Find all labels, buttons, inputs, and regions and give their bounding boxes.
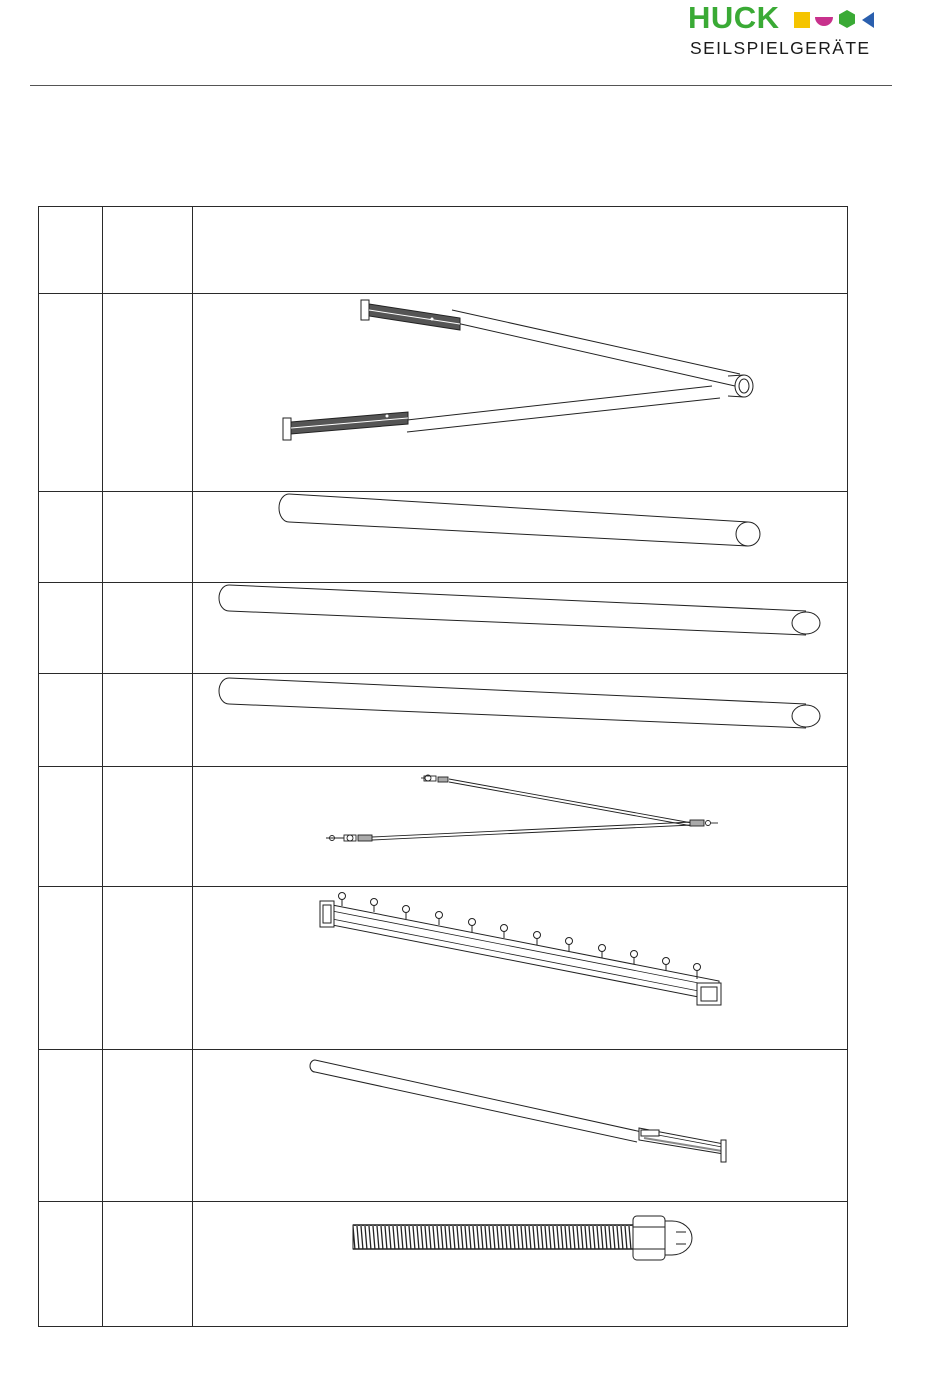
part-number-cell xyxy=(39,887,102,1049)
part-picture-cell xyxy=(192,767,847,886)
part-quantity-cell xyxy=(103,1202,192,1328)
part-picture-cell xyxy=(192,583,847,673)
table-row xyxy=(39,583,847,674)
table-row xyxy=(39,492,847,583)
header-picture-cell xyxy=(192,207,847,293)
short-round-pipe-icon xyxy=(192,492,847,582)
part-quantity-cell xyxy=(103,767,192,886)
y-frame-pipe-with-brackets-icon xyxy=(192,294,847,490)
table-row xyxy=(39,1050,847,1202)
part-number-cell xyxy=(39,492,102,582)
header-number-cell xyxy=(39,207,102,293)
parts-table xyxy=(38,206,848,1327)
brand-logo xyxy=(686,2,886,62)
part-picture-cell xyxy=(192,492,847,582)
long-round-pipe-icon xyxy=(192,583,847,673)
part-number-cell xyxy=(39,767,102,886)
table-row xyxy=(39,674,847,767)
part-picture-cell xyxy=(192,294,847,491)
part-quantity-cell xyxy=(103,492,192,582)
logo-triangle-icon xyxy=(862,12,874,28)
header-quantity-cell xyxy=(103,207,192,293)
table-row xyxy=(39,767,847,887)
header-divider xyxy=(30,85,892,86)
square-beam-with-eyebolts-icon xyxy=(192,887,847,1049)
logo-half-circle-icon xyxy=(815,17,833,26)
part-picture-cell xyxy=(192,887,847,1049)
table-header-row xyxy=(39,207,847,294)
part-picture-cell xyxy=(192,1050,847,1201)
y-steel-rope-icon xyxy=(192,767,847,885)
part-quantity-cell xyxy=(103,294,192,491)
table-row xyxy=(39,1202,847,1328)
part-quantity-cell xyxy=(103,1050,192,1201)
logo-shapes-icon xyxy=(792,8,884,32)
part-picture-cell xyxy=(192,1202,847,1328)
part-number-cell xyxy=(39,1050,102,1201)
logo-square-icon xyxy=(794,12,810,28)
part-quantity-cell xyxy=(103,674,192,766)
long-round-pipe-icon xyxy=(192,674,847,766)
part-number-cell xyxy=(39,1202,102,1328)
table-row xyxy=(39,887,847,1050)
part-quantity-cell xyxy=(103,887,192,1049)
logo-tagline: SEILSPIELGERÄTE xyxy=(690,38,871,58)
part-picture-cell xyxy=(192,674,847,766)
pipe-with-end-bracket-icon xyxy=(192,1050,847,1200)
logo-hexagon-icon xyxy=(839,10,855,28)
threaded-rod-with-cap-nut-icon xyxy=(192,1202,847,1326)
part-quantity-cell xyxy=(103,583,192,673)
part-number-cell xyxy=(39,294,102,491)
logo-brand-text: HUCK xyxy=(688,0,780,35)
part-number-cell xyxy=(39,674,102,766)
part-number-cell xyxy=(39,583,102,673)
table-row xyxy=(39,294,847,492)
